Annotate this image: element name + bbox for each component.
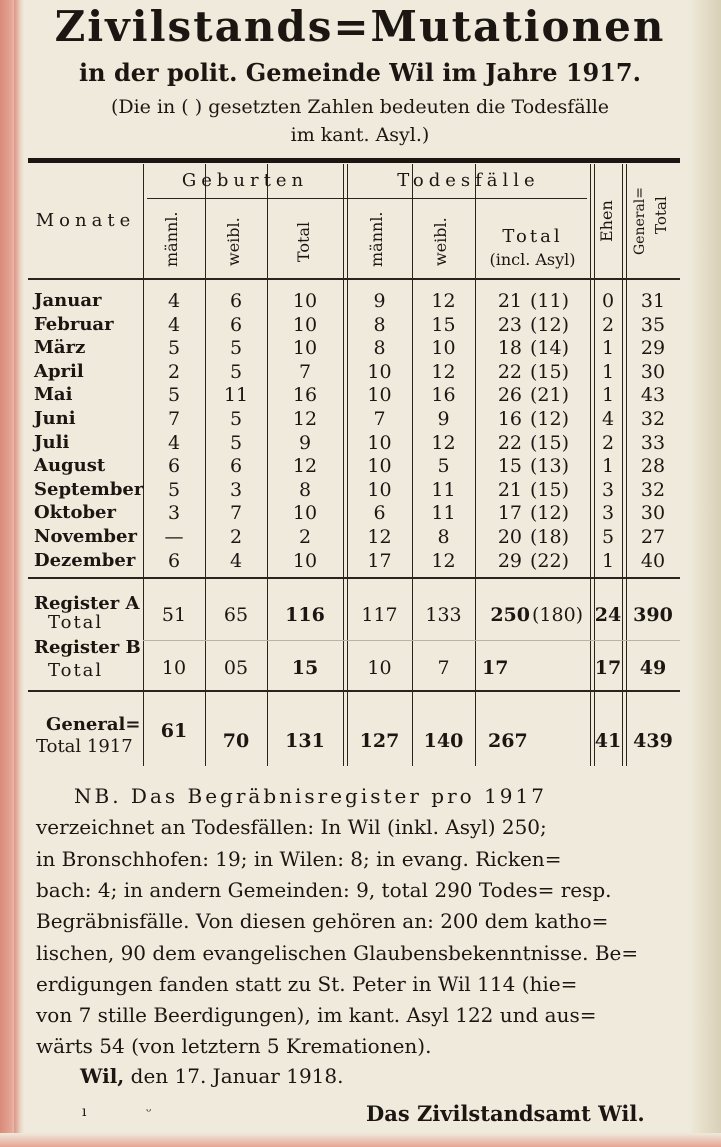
row-label-month: September bbox=[34, 478, 144, 500]
column-divider bbox=[622, 164, 623, 766]
table-cell: 31 bbox=[640, 290, 666, 312]
row-label-month: Mai bbox=[34, 384, 73, 406]
table-cell: 131 bbox=[285, 730, 325, 752]
table-cell: 12 bbox=[431, 431, 456, 454]
table-cell: 10 bbox=[292, 313, 318, 336]
table-cell: 5 bbox=[437, 455, 450, 478]
table-cell-deaths-total: 21 bbox=[497, 290, 522, 312]
table-cell: 41 bbox=[594, 730, 622, 752]
table-cell: 12 bbox=[367, 526, 392, 548]
table-cell: 51 bbox=[161, 604, 187, 626]
table-cell-deaths-total: 16 bbox=[497, 408, 522, 430]
table-cell-deaths-total: 22 bbox=[497, 431, 522, 454]
table-cell: 10 bbox=[292, 502, 318, 525]
table-cell: 43 bbox=[640, 384, 666, 407]
note-line-2: im kant. Asyl.) bbox=[290, 124, 430, 146]
col-header-births-male: männl. bbox=[162, 211, 181, 267]
row-label: Total bbox=[48, 612, 104, 633]
table-cell: 11 bbox=[431, 478, 456, 501]
row-label: Register B bbox=[34, 637, 141, 658]
table-cell: 4 bbox=[167, 431, 181, 454]
row-label-month: Januar bbox=[34, 290, 102, 311]
table-cell-asylum: (13) bbox=[530, 455, 570, 478]
table-cell: 4 bbox=[167, 313, 181, 336]
table-cell: 17 bbox=[367, 549, 392, 572]
nb-line: lischen, 90 dem evangelischen Glaubensbekenntnisse. Be= bbox=[36, 940, 639, 965]
table-cell: 1 bbox=[601, 384, 615, 407]
table-cell-asylum: (11) bbox=[530, 290, 570, 312]
col-header-marriages: Ehen bbox=[597, 200, 616, 242]
table-cell-deaths-total: 17 bbox=[497, 502, 522, 525]
table-cell: 7 bbox=[167, 408, 181, 430]
dateline-place: Wil, bbox=[80, 1064, 125, 1088]
table-cell-deaths-total: 22 bbox=[497, 360, 522, 383]
table-cell: 8 bbox=[373, 337, 386, 360]
row-label-month: Juni bbox=[34, 408, 76, 429]
table-cell: — bbox=[164, 526, 184, 548]
col-header-general-1: General= bbox=[632, 186, 648, 256]
table-cell: 10 bbox=[367, 431, 392, 454]
table-cell-asylum: (18) bbox=[530, 526, 570, 548]
table-cell: 127 bbox=[359, 730, 400, 752]
print-speck: ᵕ bbox=[146, 1104, 152, 1120]
col-header-births-total: Total bbox=[294, 221, 313, 263]
table-cell: 70 bbox=[222, 730, 250, 752]
table-cell-asylum: (22) bbox=[530, 549, 570, 572]
table-cell: 12 bbox=[431, 290, 456, 312]
nb-line: von 7 stille Beerdigungen), im kant. Asyl 122 und aus= bbox=[36, 1003, 597, 1028]
table-cell: 30 bbox=[640, 502, 666, 525]
table-cell: 1 bbox=[601, 549, 615, 572]
table-cell: 12 bbox=[431, 360, 456, 383]
table-cell-asylum: (14) bbox=[530, 337, 570, 360]
col-header-deaths-female: weibl. bbox=[431, 217, 450, 267]
table-cell: 5 bbox=[229, 431, 243, 454]
page-title: Zivilstands=Mutationen bbox=[54, 2, 666, 51]
nb-line: Begräbnisfälle. Von diesen gehören an: 200 dem katho= bbox=[36, 909, 609, 934]
table-cell: 10 bbox=[292, 337, 318, 360]
table-cell-asylum: (15) bbox=[530, 360, 570, 383]
table-cell-deaths-total: 15 bbox=[497, 455, 522, 478]
table-cell: 2 bbox=[601, 431, 615, 454]
table-cell: 140 bbox=[423, 730, 464, 752]
col-header-deaths-total-incl: (incl. Asyl) bbox=[489, 250, 576, 269]
table-cell: 10 bbox=[431, 337, 456, 360]
row-label-month: April bbox=[34, 360, 84, 382]
table-cell: 6 bbox=[229, 455, 243, 478]
paper-edge-right bbox=[689, 0, 721, 1147]
col-header-months: Monate bbox=[35, 210, 136, 231]
table-cell-asylum: (21) bbox=[530, 384, 570, 407]
table-cell: 117 bbox=[361, 604, 398, 626]
nb-line: in Bronschhofen: 19; in Wilen: 8; in evang. Ricken= bbox=[36, 846, 562, 871]
table-cell: 5 bbox=[167, 478, 181, 501]
table-cell: 2 bbox=[167, 360, 181, 383]
table-cell: 15 bbox=[431, 313, 456, 336]
table-cell: 32 bbox=[640, 478, 666, 501]
col-header-deaths-male: männl. bbox=[367, 211, 386, 267]
header-bottom-rule bbox=[28, 278, 680, 280]
table-cell: 6 bbox=[373, 502, 386, 525]
group-header-births: Geburten bbox=[181, 170, 309, 191]
table-cell-asylum: (12) bbox=[530, 408, 570, 430]
table-cell: 11 bbox=[431, 502, 456, 525]
nb-line: NB. Das Begräbnisregister pro 1917 bbox=[74, 784, 547, 808]
table-cell-deaths-total: 23 bbox=[497, 313, 522, 336]
register-bottom-rule bbox=[28, 690, 680, 692]
table-cell: 9 bbox=[437, 408, 450, 430]
table-cell-deaths-total: 250 bbox=[490, 604, 530, 626]
table-cell: 3 bbox=[167, 502, 181, 525]
table-cell: 5 bbox=[229, 408, 243, 430]
table-cell: 12 bbox=[431, 549, 456, 572]
table-cell: 6 bbox=[167, 455, 181, 478]
table-cell: 5 bbox=[229, 337, 243, 360]
table-cell: 439 bbox=[633, 730, 673, 752]
table-cell: 10 bbox=[367, 455, 392, 478]
table-cell: 6 bbox=[229, 290, 243, 312]
table-cell: 3 bbox=[601, 478, 615, 501]
table-cell: 3 bbox=[229, 478, 243, 501]
table-cell: 8 bbox=[298, 478, 312, 501]
row-label-month: August bbox=[34, 455, 106, 477]
table-cell: 5 bbox=[167, 384, 181, 407]
table-cell: 10 bbox=[161, 657, 187, 679]
table-cell: 2 bbox=[298, 526, 312, 548]
table-cell: 35 bbox=[640, 313, 666, 336]
table-cell-deaths-total: 17 bbox=[482, 657, 509, 679]
table-cell-deaths-total: 18 bbox=[497, 337, 522, 360]
table-cell: 7 bbox=[229, 502, 243, 525]
page-subtitle: in der polit. Gemeinde Wil im Jahre 1917. bbox=[79, 58, 641, 87]
table-cell: 2 bbox=[601, 313, 615, 336]
table-cell: 10 bbox=[292, 549, 318, 572]
note-line-1: (Die in ( ) gesetzten Zahlen bedeuten die Todesfälle bbox=[110, 96, 610, 118]
table-cell-deaths-total: 267 bbox=[488, 730, 528, 752]
edge-stain bbox=[14, 0, 24, 1147]
table-cell: 33 bbox=[640, 431, 666, 454]
header-group-rule bbox=[147, 198, 587, 199]
table-cell: 10 bbox=[367, 384, 392, 407]
table-top-rule bbox=[28, 158, 680, 163]
table-cell: 10 bbox=[367, 478, 392, 501]
table-cell: 4 bbox=[229, 549, 243, 572]
row-label-month: Oktober bbox=[34, 502, 116, 524]
row-label-month: November bbox=[34, 526, 137, 547]
table-cell: 11 bbox=[223, 384, 249, 407]
signature-line: Das Zivilstandsamt Wil. bbox=[366, 1101, 645, 1126]
table-cell: 6 bbox=[229, 313, 243, 336]
row-label: Total bbox=[48, 660, 104, 681]
row-label-month: Juli bbox=[34, 431, 70, 453]
dateline bbox=[80, 1064, 343, 1088]
table-cell: 29 bbox=[640, 337, 666, 360]
table-cell-asylum: (12) bbox=[530, 502, 570, 525]
nb-line: erdigungen fanden statt zu St. Peter in Wil 114 (hie= bbox=[36, 971, 578, 996]
table-cell-deaths-total: 21 bbox=[497, 478, 522, 501]
table-cell: 4 bbox=[167, 290, 181, 312]
table-cell: 10 bbox=[367, 360, 392, 383]
table-cell: 5 bbox=[167, 337, 181, 360]
register-ab-rule bbox=[143, 640, 680, 641]
table-cell: 49 bbox=[639, 657, 667, 679]
column-divider bbox=[590, 164, 591, 766]
nb-line: bach: 4; in andern Gemeinden: 9, total 290 Todes= resp. bbox=[36, 877, 612, 902]
paper-edge-bottom bbox=[0, 1133, 721, 1147]
table-cell: 8 bbox=[437, 526, 450, 548]
table-cell: 05 bbox=[223, 657, 249, 679]
nb-line: wärts 54 (von letztern 5 Kremationen). bbox=[36, 1034, 432, 1059]
row-label: Register A bbox=[34, 593, 140, 614]
table-cell: 7 bbox=[437, 657, 450, 679]
table-cell: 8 bbox=[373, 313, 386, 336]
group-header-deaths: Todesfälle bbox=[397, 170, 540, 191]
table-cell: 10 bbox=[367, 657, 392, 679]
nb-line: verzeichnet an Todesfällen: In Wil (inkl. Asyl) 250; bbox=[36, 815, 547, 840]
table-cell: 1 bbox=[601, 455, 615, 478]
column-divider bbox=[343, 164, 344, 766]
row-label-month: Februar bbox=[34, 313, 114, 335]
table-cell: 17 bbox=[594, 657, 622, 679]
row-label-month: Dezember bbox=[34, 549, 136, 571]
table-cell: 30 bbox=[640, 360, 666, 383]
table-cell: 2 bbox=[229, 526, 243, 548]
table-cell: 7 bbox=[298, 360, 312, 383]
table-cell-asylum: (180) bbox=[532, 604, 584, 626]
table-cell: 10 bbox=[292, 290, 318, 312]
col-header-births-female: weibl. bbox=[224, 217, 243, 267]
table-cell: 28 bbox=[640, 455, 666, 478]
row-label-month: März bbox=[34, 337, 86, 359]
table-cell: 1 bbox=[601, 337, 615, 360]
table-cell: 7 bbox=[373, 408, 386, 430]
table-cell: 1 bbox=[601, 360, 615, 383]
table-cell-asylum: (15) bbox=[530, 478, 570, 501]
table-cell: 15 bbox=[291, 657, 319, 679]
dateline-date: den 17. Januar 1918. bbox=[130, 1064, 344, 1088]
table-cell: 24 bbox=[594, 604, 622, 626]
table-cell: 6 bbox=[167, 549, 181, 572]
table-cell: 5 bbox=[601, 526, 615, 548]
col-header-deaths-total: Total bbox=[502, 226, 563, 247]
table-cell: 12 bbox=[292, 408, 318, 430]
table-cell: 4 bbox=[601, 408, 615, 430]
print-speck: ı bbox=[82, 1104, 87, 1120]
table-cell: 9 bbox=[298, 431, 312, 454]
table-cell-deaths-total: 29 bbox=[497, 549, 522, 572]
table-cell: 0 bbox=[601, 290, 615, 312]
table-cell: 5 bbox=[229, 360, 243, 383]
table-cell-asylum: (12) bbox=[530, 313, 570, 336]
table-cell-asylum: (15) bbox=[530, 431, 570, 454]
table-cell-deaths-total: 26 bbox=[497, 384, 522, 407]
table-cell: 9 bbox=[373, 290, 386, 312]
table-cell: 3 bbox=[601, 502, 615, 525]
table-cell: 16 bbox=[292, 384, 318, 407]
row-label: General= bbox=[46, 714, 141, 735]
table-cell: 133 bbox=[425, 604, 462, 626]
table-cell: 12 bbox=[292, 455, 318, 478]
table-cell: 390 bbox=[633, 604, 673, 626]
table-cell: 16 bbox=[431, 384, 456, 407]
table-cell: 116 bbox=[285, 604, 325, 626]
table-cell: 61 bbox=[160, 720, 188, 742]
table-cell-deaths-total: 20 bbox=[497, 526, 522, 548]
months-bottom-rule bbox=[28, 577, 680, 579]
table-cell: 65 bbox=[223, 604, 249, 626]
table-cell: 27 bbox=[640, 526, 666, 548]
row-label: Total 1917 bbox=[36, 736, 133, 757]
table-cell: 40 bbox=[640, 549, 666, 572]
col-header-general-2: Total bbox=[652, 196, 670, 234]
table-cell: 32 bbox=[640, 408, 666, 430]
